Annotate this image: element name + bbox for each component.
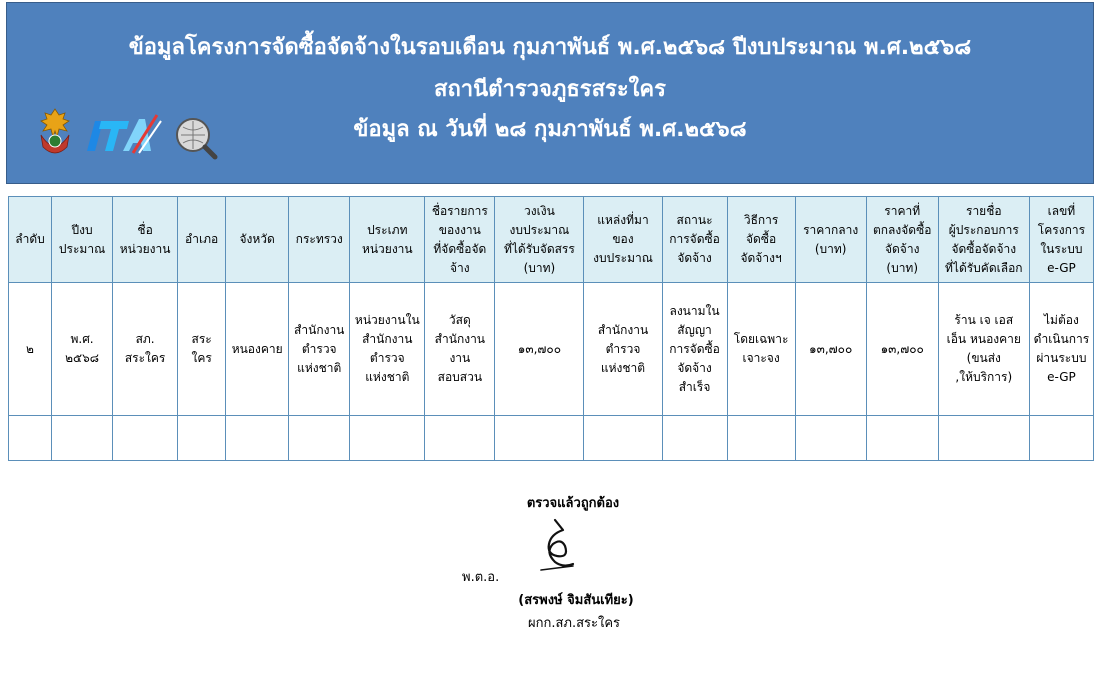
cell-median-price-line: ๑๓,๗๐๐: [809, 341, 853, 356]
column-header-fiscal-year: [52, 197, 113, 283]
column-header-egp-number-line: เลขที่: [1047, 203, 1076, 218]
cell-selected-vendor: [938, 283, 1029, 416]
column-header-order-line: ลำดับ: [15, 232, 45, 246]
column-header-selected-vendor: [938, 197, 1029, 283]
column-header-selected-vendor-line: ผู้ประกอบการ: [948, 222, 1019, 237]
column-header-procurement-status-line: สถานะ: [676, 213, 713, 227]
cell-procurement-status-line: จัดจ้าง: [677, 360, 712, 375]
cell-egp-number-line: ดำเนินการ: [1033, 332, 1090, 346]
table-row-empty: [9, 416, 1094, 461]
empty-cell: [795, 416, 866, 461]
column-header-item-name-line: ของงาน: [438, 222, 481, 237]
column-header-agreed-price-line: จัดจ้าง: [884, 241, 920, 256]
cell-procurement-method-line: เจาะจง: [742, 351, 780, 365]
column-header-median-price: [795, 197, 866, 283]
column-header-selected-vendor-line: ที่ได้รับคัดเลือก: [945, 260, 1023, 275]
column-header-fiscal-year-line: ประมาณ: [58, 241, 106, 256]
cell-egp-number-line: ผ่านระบบ: [1036, 351, 1087, 365]
column-header-agreed-price-line: (บาท): [886, 260, 919, 275]
column-header-egp-number-line: ในระบบ: [1040, 241, 1083, 256]
cell-agency-type: [350, 283, 425, 416]
cell-budget-source-line: ตำรวจ: [605, 341, 641, 356]
cell-agency-type-line: แห่งชาติ: [365, 370, 410, 384]
cell-agency-type-line: ตำรวจ: [369, 351, 405, 365]
column-header-fiscal-year-line: ปีงบ: [71, 222, 93, 237]
cell-province-line: หนองคาย: [231, 341, 283, 356]
cell-selected-vendor-line: เอ็น หนองคาย: [946, 332, 1021, 346]
cell-agency-type-line: สำนักงาน: [362, 332, 413, 346]
cell-procurement-method: [727, 283, 795, 416]
column-header-procurement-status-line: จัดจ้าง: [677, 251, 712, 265]
column-header-item-name: [425, 197, 495, 283]
cell-egp-number-line: ไม่ต้อง: [1044, 313, 1079, 327]
page-title: ข้อมูลโครงการจัดซื้อจัดจ้างในรอบเดือน กุมภาพันธ์ พ.ศ.๒๕๖๘ ปีงบประมาณ พ.ศ.๒๕๖๘: [128, 35, 972, 60]
column-header-budget-source-line: แหล่งที่มา: [597, 213, 649, 227]
empty-cell: [289, 416, 350, 461]
column-header-agency-name: [113, 197, 178, 283]
cell-district-line: สระ: [191, 332, 212, 346]
empty-cell: [727, 416, 795, 461]
signer-position: ผกก.สภ.สระใคร: [527, 616, 621, 631]
column-header-budget: [495, 197, 584, 283]
header-banner: [6, 2, 1094, 184]
cell-district-line: ใคร: [191, 351, 212, 365]
cell-fiscal-year-line: ๒๕๖๘: [65, 351, 99, 365]
cell-ministry: [289, 283, 350, 416]
column-header-agreed-price: [866, 197, 938, 283]
column-header-budget-line: (บาท): [523, 260, 556, 275]
cell-selected-vendor-line: ร้าน เจ เอส: [954, 313, 1014, 327]
cell-item-name-line: งาน: [449, 351, 471, 365]
empty-cell: [938, 416, 1029, 461]
column-header-selected-vendor-line: จัดซื้อจัดจ้าง: [951, 241, 1017, 256]
column-header-agency-name-line: หน่วยงาน: [119, 241, 171, 256]
verify-label: ตรวจแล้วถูกต้อง: [526, 496, 620, 511]
column-header-agreed-price-line: ราคาที่: [884, 203, 921, 218]
empty-cell: [425, 416, 495, 461]
cell-item-name-line: สอบสวน: [437, 370, 483, 384]
cell-item-name-line: วัสดุ: [448, 313, 471, 327]
cell-procurement-status: [662, 283, 727, 416]
column-header-province-line: จังหวัด: [239, 232, 275, 246]
cell-procurement-method-line: โดยเฉพาะ: [733, 332, 789, 346]
column-header-agency-name-line: ชื่อ: [137, 222, 153, 237]
cell-agency-type-line: หน่วยงานใน: [354, 313, 420, 327]
column-header-ministry-line: กระทรวง: [295, 232, 343, 246]
cell-agreed-price: [866, 283, 938, 416]
column-header-item-name-line: ชื่อรายการ: [431, 203, 488, 218]
column-header-egp-number-line: e-GP: [1047, 260, 1076, 275]
column-header-procurement-method-line: วิธีการ: [743, 213, 779, 227]
empty-cell: [662, 416, 727, 461]
column-header-selected-vendor-line: รายชื่อ: [966, 203, 1002, 218]
empty-cell: [866, 416, 938, 461]
signer-name: (สรพงษ์ จิมสันเทียะ): [518, 593, 634, 608]
ita-logo-icon: [83, 113, 163, 157]
logo-group: [35, 107, 225, 163]
column-header-ministry: [289, 197, 350, 283]
cell-province: [226, 283, 289, 416]
column-header-district-line: อำเภอ: [185, 232, 219, 246]
table-header-row: [9, 197, 1094, 283]
police-emblem-icon: [35, 107, 75, 157]
column-header-agency-type-line: ประเภท: [367, 222, 408, 237]
column-header-order: [9, 197, 52, 283]
empty-cell: [113, 416, 178, 461]
cell-agency-name: [113, 283, 178, 416]
cell-egp-number: [1029, 283, 1093, 416]
empty-cell: [584, 416, 662, 461]
column-header-procurement-method: [727, 197, 795, 283]
column-header-province: [226, 197, 289, 283]
data-date: ข้อมูล ณ วันที่ ๒๘ กุมภาพันธ์ พ.ศ.๒๕๖๘: [353, 117, 747, 142]
empty-cell: [1029, 416, 1093, 461]
cell-order-line: ๒: [26, 341, 34, 356]
cell-agreed-price-line: ๑๓,๗๐๐: [880, 341, 924, 356]
column-header-median-price-line: (บาท): [814, 241, 847, 256]
cell-budget-source: [584, 283, 662, 416]
cell-procurement-status-line: สัญญา: [677, 322, 712, 337]
column-header-budget-line: งบประมาณ: [509, 222, 570, 237]
column-header-district: [178, 197, 226, 283]
cell-budget-source-line: แห่งชาติ: [600, 360, 646, 375]
station-name: สถานีตำรวจภูธรสระใคร: [434, 77, 666, 102]
table-row: [9, 283, 1094, 416]
column-header-procurement-method-line: จัดจ้างฯ: [740, 251, 782, 265]
cell-egp-number-line: e-GP: [1047, 370, 1076, 384]
column-header-budget-line: วงเงิน: [524, 203, 555, 218]
cell-fiscal-year-line: พ.ศ.: [70, 332, 94, 346]
column-header-budget-source: [584, 197, 662, 283]
column-header-procurement-method-line: จัดซื้อ: [746, 232, 777, 246]
column-header-budget-source-line: ของ: [612, 232, 634, 246]
empty-cell: [9, 416, 52, 461]
column-header-median-price-line: ราคากลาง: [803, 222, 859, 237]
column-header-budget-line: ที่ได้รับจัดสรร: [503, 241, 575, 256]
signer-rank: พ.ต.อ.: [462, 570, 500, 585]
cell-ministry-line: ตำรวจ: [301, 341, 337, 356]
cell-budget: [495, 283, 584, 416]
cell-procurement-status-line: ลงนามใน: [669, 303, 720, 318]
cell-ministry-line: สำนักงาน: [294, 322, 345, 337]
column-header-agency-type-line: หน่วยงาน: [361, 241, 413, 256]
cell-fiscal-year: [52, 283, 113, 416]
empty-cell: [226, 416, 289, 461]
procurement-table: [8, 196, 1094, 461]
cell-ministry-line: แห่งชาติ: [297, 360, 342, 375]
empty-cell: [350, 416, 425, 461]
cell-order: [9, 283, 52, 416]
column-header-egp-number: [1029, 197, 1093, 283]
column-header-item-name-line: จ้าง: [450, 260, 470, 275]
empty-cell: [52, 416, 113, 461]
magnifier-globe-icon: [171, 113, 219, 161]
cell-procurement-status-line: สำเร็จ: [678, 379, 711, 394]
cell-median-price: [795, 283, 866, 416]
cell-district: [178, 283, 226, 416]
cell-selected-vendor-line: (ขนส่ง: [966, 351, 1001, 365]
column-header-agency-type: [350, 197, 425, 283]
column-header-egp-number-line: โครงการ: [1037, 222, 1086, 237]
cell-budget-source-line: สำนักงาน: [597, 322, 649, 337]
column-header-item-name-line: ที่จัดซื้อจัด: [433, 241, 487, 256]
cell-item-name-line: สำนักงาน: [434, 332, 486, 346]
column-header-procurement-status-line: การจัดซื้อ: [669, 232, 720, 246]
empty-cell: [178, 416, 226, 461]
column-header-agreed-price-line: ตกลงจัดซื้อ: [872, 222, 932, 237]
cell-procurement-status-line: การจัดซื้อ: [669, 341, 720, 356]
cell-agency-name-line: สภ.: [135, 332, 155, 346]
cell-item-name: [425, 283, 495, 416]
signature-mark: [533, 518, 583, 572]
cell-selected-vendor-line: ,ให้บริการ): [955, 370, 1013, 384]
column-header-budget-source-line: งบประมาณ: [593, 251, 653, 265]
empty-cell: [495, 416, 584, 461]
cell-agency-name-line: สระใคร: [124, 351, 166, 365]
cell-budget-line: ๑๓,๗๐๐: [517, 341, 562, 356]
column-header-procurement-status: [662, 197, 727, 283]
